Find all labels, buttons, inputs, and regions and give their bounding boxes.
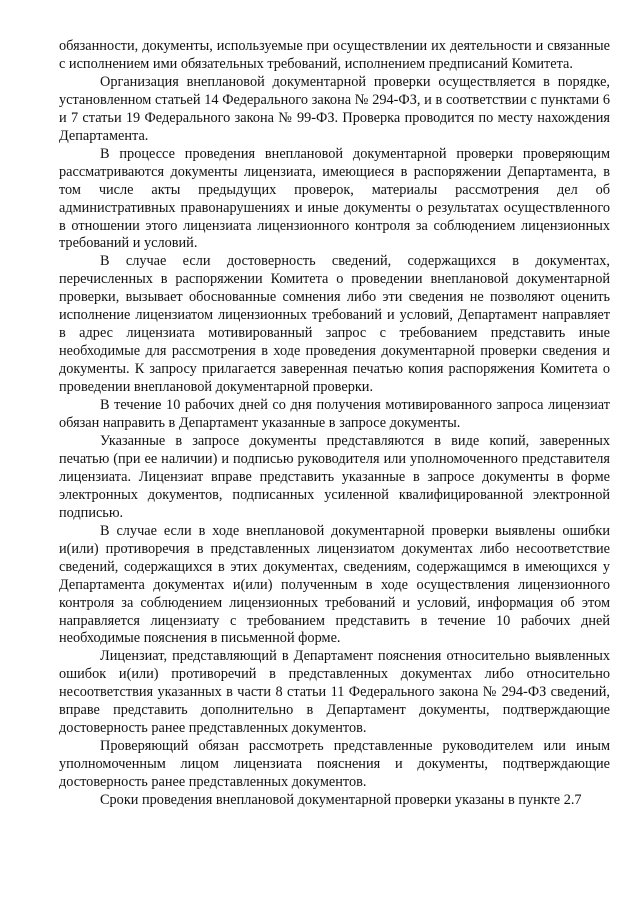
paragraph-continuation: обязанности, документы, используемые при осуществлении их деятельности и связанные с исполнением ими обязательных требований, исполнением предписаний Комитета. — [59, 38, 610, 72]
paragraph-errors-found: В случае если в ходе внеплановой документарной проверки выявлены ошибки и(или) противоречия в представленных лицензиатом документах либо несоответствие сведений, содержащихся в этих документах, сведениям, содержащимся в имеющихся у Департамента документах и(или) полученным в ходе осуществления лицензионного контроля за соблюдением лицензионных требований и условий, информация об этом направляется лицензиату с требованием представить в течение 10 рабочих дней необходимые пояснения в письменной форме. — [59, 522, 610, 647]
paragraph-response-deadline: В течение 10 рабочих дней со дня получения мотивированного запроса лицензиат обязан направить в Департамент указанные в запросе документы. — [59, 397, 610, 432]
paragraph-motivated-request: В случае если достоверность сведений, содержащихся в документах, перечисленных в распоряжении Комитета о проведении внеплановой документарной проверки, вызывает обоснованные сомнения либо эти сведения не позволяют оценить исполнение лицензиатом лицензионных требований и условий, Департамент направляет в адрес лицензиата мотивированный запрос с требованием представить иные необходимые для рассмотрения в ходе проведения документарной проверки сведения и документы. К запросу прилагается заверенная печатью копия распоряжения Комитета о проведении внеплановой документарной проверки. — [59, 253, 610, 396]
paragraph-documents-reviewed: В процессе проведения внеплановой документарной проверки проверяющим рассматриваются документы лицензиата, имеющиеся в распоряжении Департамента, в том числе акты предыдущих проверок, материалы рассмотрения дел об административных правонарушениях и иные документы о результатах осуществленного в отношении этого лицензиата лицензионного контроля за соблюдением лицензионных требований и условий. — [59, 145, 610, 252]
paragraph-inspection-procedure: Организация внеплановой документарной проверки осуществляется в порядке, установленном статьей 14 Федерального закона № 294-ФЗ, и в соответствии с пунктами 6 и 7 статьи 19 Федерального закона № 99-ФЗ. Проверка проводится по месту нахождения Департамента. — [59, 73, 610, 144]
paragraph-document-copies: Указанные в запросе документы представляются в виде копий, заверенных печатью (при ее наличии) и подписью руководителя или уполномоченного представителя лицензиата. Лицензиат вправе представить указанные в запросе документы в форме электронных документов, подписанных усиленной квалифицированной электронной подписью. — [59, 432, 610, 521]
paragraph-inspector-review: Проверяющий обязан рассмотреть представленные руководителем или иным уполномоченным лицом лицензиата пояснения и документы, подтверждающие достоверность ранее представленных документов. — [59, 738, 610, 791]
document-page — [59, 38, 610, 810]
paragraph-licensee-explanations: Лицензиат, представляющий в Департамент пояснения относительно выявленных ошибок и(или) противоречий в представленных документах либо относительно несоответствия указанных в части 8 статьи 11 Федерального закона № 294-ФЗ сведений, вправе представить дополнительно в Департамент документы, подтверждающие достоверность ранее представленных документов. — [59, 648, 610, 737]
paragraph-inspection-terms: Сроки проведения внеплановой документарной проверки указаны в пункте 2.7 — [100, 792, 582, 809]
